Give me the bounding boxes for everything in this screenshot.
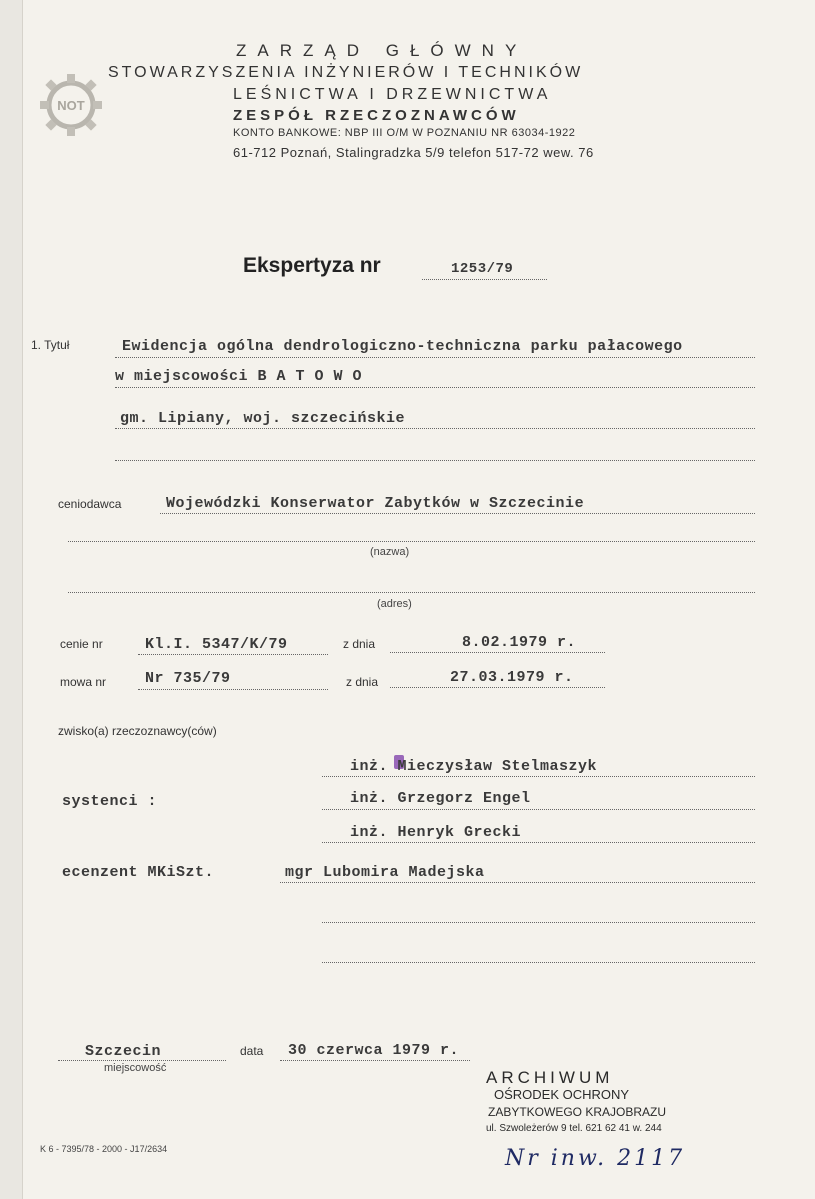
header-line4: ZESPÓŁ RZECZOZNAWCÓW	[233, 107, 520, 124]
field-zlecenie-number: Kl.I. 5347/K/79	[145, 636, 288, 653]
field-umowa-date-label: z dnia	[346, 675, 379, 689]
field-umowa-label: mowa nr	[60, 675, 107, 689]
field-zlecenie-label: cenie nr	[60, 637, 103, 651]
field-tytul-line2: w miejscowości B A T O W O	[115, 368, 363, 385]
header-line3: LEŚNICTWA I DRZEWNICTWA	[233, 86, 552, 103]
assistant-2: inż. Henryk Grecki	[350, 824, 522, 841]
logo-text: NOT	[57, 98, 85, 113]
expert-name: inż. Mieczysław Stelmaszyk	[350, 758, 598, 775]
assistants-label: systenci :	[62, 793, 158, 810]
not-gear-logo-icon	[38, 72, 104, 138]
stamp-line1: ARCHIWUM	[486, 1068, 614, 1087]
stamp-line2: OŚRODEK OCHRONY	[494, 1087, 630, 1102]
field-zlecenie-date: 8.02.1979 r.	[462, 634, 577, 651]
document-number: 1253/79	[451, 261, 514, 277]
binding-strip	[0, 0, 23, 1199]
header-line2: STOWARZYSZENIA INŻYNIERÓW I TECHNIKÓW	[108, 64, 584, 81]
place-value: Szczecin	[85, 1043, 162, 1060]
date-value: 30 czerwca 1979 r.	[288, 1042, 460, 1059]
header-line6: 61-712 Poznań, Stalingradzka 5/9 telefon 517-72 wew. 76	[233, 145, 594, 160]
reviewer-label: ecenzent MKiSzt.	[62, 864, 215, 881]
stamp-line4: ul. Szwoleżerów 9 tel. 621 62 41 w. 244	[486, 1123, 662, 1134]
field-rzeczoznawcy-label: zwisko(a) rzeczoznawcy(ców)	[58, 724, 217, 738]
field-zlecenie-date-label: z dnia	[343, 637, 376, 651]
field-umowa-number: Nr 735/79	[145, 670, 231, 687]
field-zleceniodawca-value: Wojewódzki Konserwator Zabytków w Szczecinie	[166, 495, 585, 512]
field-zleceniodawca-label: ceniodawca	[58, 497, 122, 511]
field-tytul-label: 1. Tytuł	[31, 338, 70, 352]
handwritten-inventory-number: Nr inw. 2117	[505, 1146, 686, 1171]
print-code: K 6 - 7395/78 - 2000 - J17/2634	[40, 1144, 168, 1154]
header-line1: ZARZĄD GŁÓWNY	[236, 41, 528, 60]
document-title-label: Ekspertyza nr	[243, 254, 381, 277]
caption-adres: (adres)	[377, 598, 412, 610]
field-tytul-line1: Ewidencja ogólna dendrologiczno-techniczna parku pałacowego	[122, 338, 683, 355]
caption-nazwa: (nazwa)	[370, 546, 410, 558]
place-label: miejscowość	[104, 1062, 167, 1074]
stamp-line3: ZABYTKOWEGO KRAJOBRAZU	[488, 1105, 667, 1119]
field-tytul-line3: gm. Lipiany, woj. szczecińskie	[120, 410, 406, 427]
field-umowa-date: 27.03.1979 r.	[450, 669, 574, 686]
assistant-1: inż. Grzegorz Engel	[350, 790, 531, 807]
reviewer-name: mgr Lubomira Madejska	[285, 864, 485, 881]
header-line5: KONTO BANKOWE: NBP III O/M W POZNANIU NR 63034-1922	[233, 127, 576, 139]
date-label: data	[240, 1044, 264, 1058]
